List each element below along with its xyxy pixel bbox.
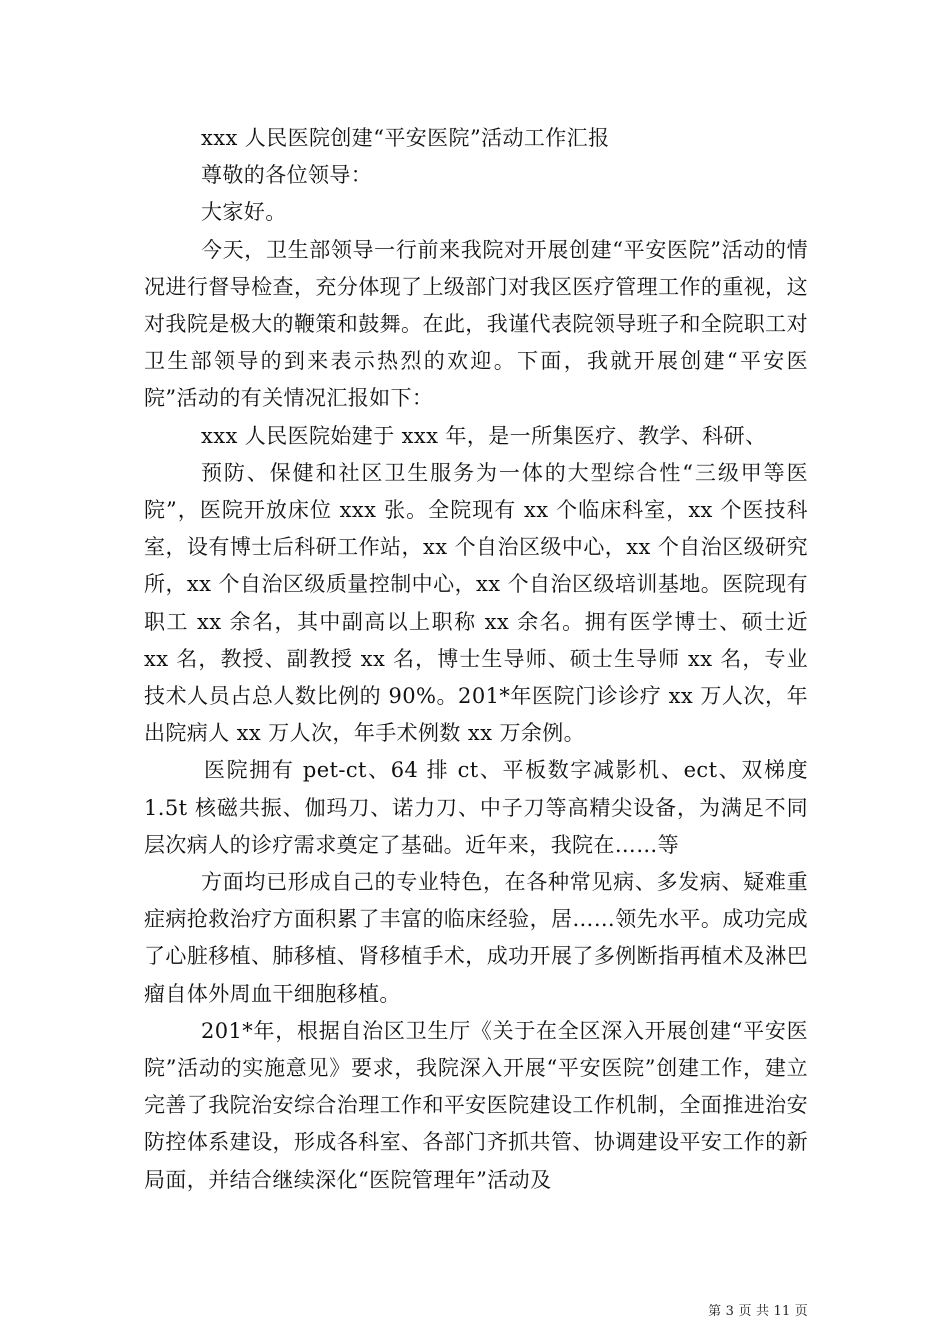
document-title: xxx 人民医院创建“平安医院”活动工作汇报 [201,126,610,150]
paragraph-hospital-founding: xxx 人民医院始建于 xxx 年，是一所集医疗、教学、科研、 [201,423,767,448]
document-body [144,120,808,1199]
page-number: 第 3 页 共 11 页 [708,1304,808,1319]
paragraph-hospital-overview: 预防、保健和社区卫生服务为一体的大型综合性“三级甲等医院”，医院开放床位 xxx 张。全院现有 xx 个临床科室，xx 个医技科室，设有博士后科研工作站，xx 个自治区级中心，xx 个自治区级研究所，xx 个自治区级质量控制中心，xx 个自治区级培训基地。医院现有职工 xx 余名，其中副高以上职称 xx 余名。拥有医学博士、硕士近 xx 名，教授、副教授 xx 名，博士生导师、硕士生导师 xx 名，专业技术人员占总人数比例的 90%。201*年医院门诊诊疗 xx 万人次，年出院病人 xx 万人次，年手术例数 xx 万余例。 [144,460,808,746]
paragraph-intro: 今天，卫生部领导一行前来我院对开展创建“平安医院”活动的情况进行督导检查，充分体现了上级部门对我区医疗管理工作的重视，这对我院是极大的鞭策和鼓舞。在此，我谨代表院领导班子和全院职工对卫生部领导的到来表示热烈的欢迎。下面，我就开展创建“平安医院”活动的有关情况汇报如下： [144,237,808,411]
paragraph-equipment: 医院拥有 pet-ct、64 排 ct、平板数字减影机、ect、双梯度 1.5t 核磁共振、伽玛刀、诺力刀、中子刀等高精尖设备，为满足不同层次病人的诊疗需求奠定了基础。近年来，我院在……等 [144,758,808,857]
paragraph-safe-hospital: 201*年，根据自治区卫生厅《关于在全区深入开展创建“平安医院”活动的实施意见》要求，我院深入开展“平安医院”创建工作，建立完善了我院治安综合治理工作和平安医院建设工作机制，全面推进治安防控体系建设，形成各科室、各部门齐抓共管、协调建设平安工作的新局面，并结合继续深化“医院管理年”活动及 [144,1018,808,1192]
greeting: 大家好。 [201,200,287,225]
salutation: 尊敬的各位领导： [201,163,373,188]
paragraph-specialties: 方面均已形成自己的专业特色，在各种常见病、多发病、疑难重症病抢救治疗方面积累了丰富的临床经验，居……领先水平。成功完成了心脏移植、肺移植、肾移植手术，成功开展了多例断指再植术及淋巴瘤自体外周血干细胞移植。 [144,870,808,1006]
